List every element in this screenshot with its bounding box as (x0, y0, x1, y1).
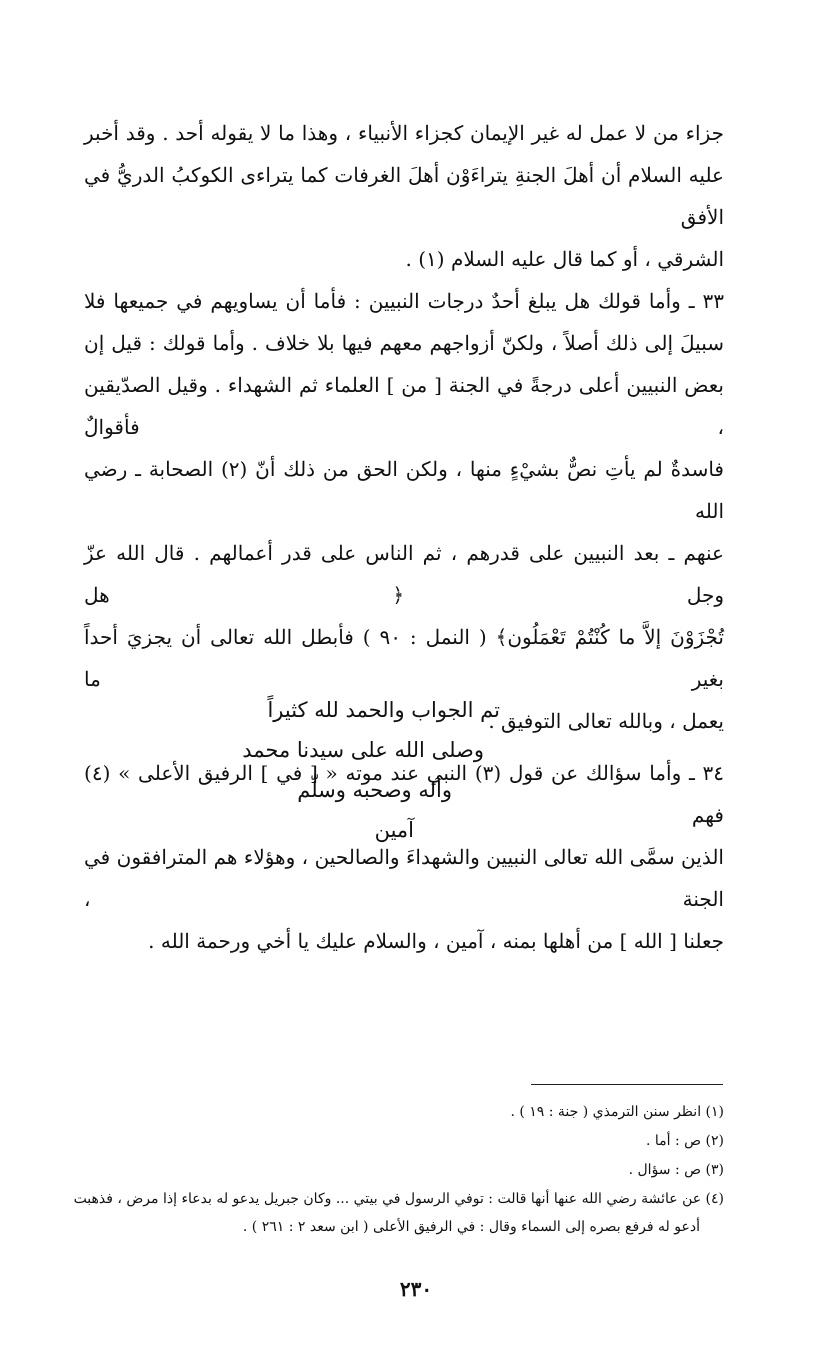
text-line: الشرقي ، أو كما قال عليه السلام (١) . (405, 247, 724, 271)
footnote-1: (١) انظر سنن الترمذي ( جنة : ١٩ ) . (510, 1104, 724, 1120)
paragraph-1 (84, 112, 724, 280)
text-line: الذين سمَّى الله تعالى النبيين والشهداءَ والصالحين ، وهؤلاء هم المترافقون في الجنة ، (84, 845, 724, 911)
text-line: ٣٣ ـ وأما قولك هل يبلغ أحدٌ درجات النبيين : فأما أن يساويهم في جميعها فلا (84, 289, 724, 313)
closing-line: وصلى الله على سيدنا محمد (242, 738, 484, 762)
footnote-4: (٤) عن عائشة رضي الله عنها أنها قالت : توفي الرسول في بيتي ... وكان جبريل يدعو له بدعاء إذا مرض ، فذهبت (73, 1191, 724, 1207)
footnote-4-continued: أدعو له فرفع بصره إلى السماء وقال : في الرفيق الأعلى ( ابن سعد ٢ : ٢٦١ ) . (242, 1219, 700, 1235)
closing-line: آمين (374, 818, 414, 842)
footnote-3: (٣) ص : سؤال . (628, 1162, 724, 1178)
footnotes (72, 1098, 724, 1241)
closing-line: وآله وصحبه وسلّم (297, 778, 452, 802)
footnote-2: (٢) ص : أما . (645, 1133, 724, 1149)
footnote-separator (531, 1084, 723, 1085)
closing-formula (0, 690, 832, 850)
text-line: ٣٤ ـ وأما سؤالك عن قول (٣) النبي عند موته « [ في ] الرفيق الأعلى » (٤) فهم (84, 761, 724, 827)
text-line: عنهم ـ بعد النبيين على قدرهم ، ثم الناس على قدر أعمالهم . قال الله عزّ وجل ﴿ هل (84, 541, 724, 607)
text-line: جزاء من لا عمل له غير الإيمان كجزاء الأنبياء ، وهذا ما لا يقوله أحد . وقد أخبر (84, 121, 724, 145)
text-line: جعلنا [ الله ] من أهلها بمنه ، آمين ، والسلام عليك يا أخي ورحمة الله . (148, 929, 724, 953)
text-line: بعض النبيين أعلى درجةً في الجنة [ من ] العلماء ثم الشهداء . وقيل الصدّيقين ، فأقوالٌ (84, 373, 724, 439)
text-line: يعمل ، وبالله تعالى التوفيق . (488, 709, 724, 733)
text-line: عليه السلام أن أهلَ الجنةِ يتراءَوْن أهلَ الغرفات كما يتراءى الكوكبُ الدريُّ في الأفق (84, 163, 724, 229)
paragraph-33 (84, 280, 724, 742)
text-line: فاسدةٌ لم يأتِ نصٌّ بشيْءٍ منها ، ولكن الحق من ذلك أنّ (٢) الصحابة ـ رضي الله (84, 457, 724, 523)
text-line: تُجْزَوْنَ إلاَّ ما كُنْتُمْ تَعْمَلُون﴾ ( النمل : ٩٠ ) فأبطل الله تعالى أن يجزيَ أحداً بغير ما (84, 625, 725, 691)
closing-line: تم الجواب والحمد لله كثيراً (267, 698, 500, 722)
page-number: ٢٣٠ (399, 1277, 433, 1301)
text-line: سبيلَ إلى ذلك أصلاً ، ولكنّ أزواجهم معهم فيها بلا خلاف . وأما قولك : قيل إن (84, 331, 724, 355)
